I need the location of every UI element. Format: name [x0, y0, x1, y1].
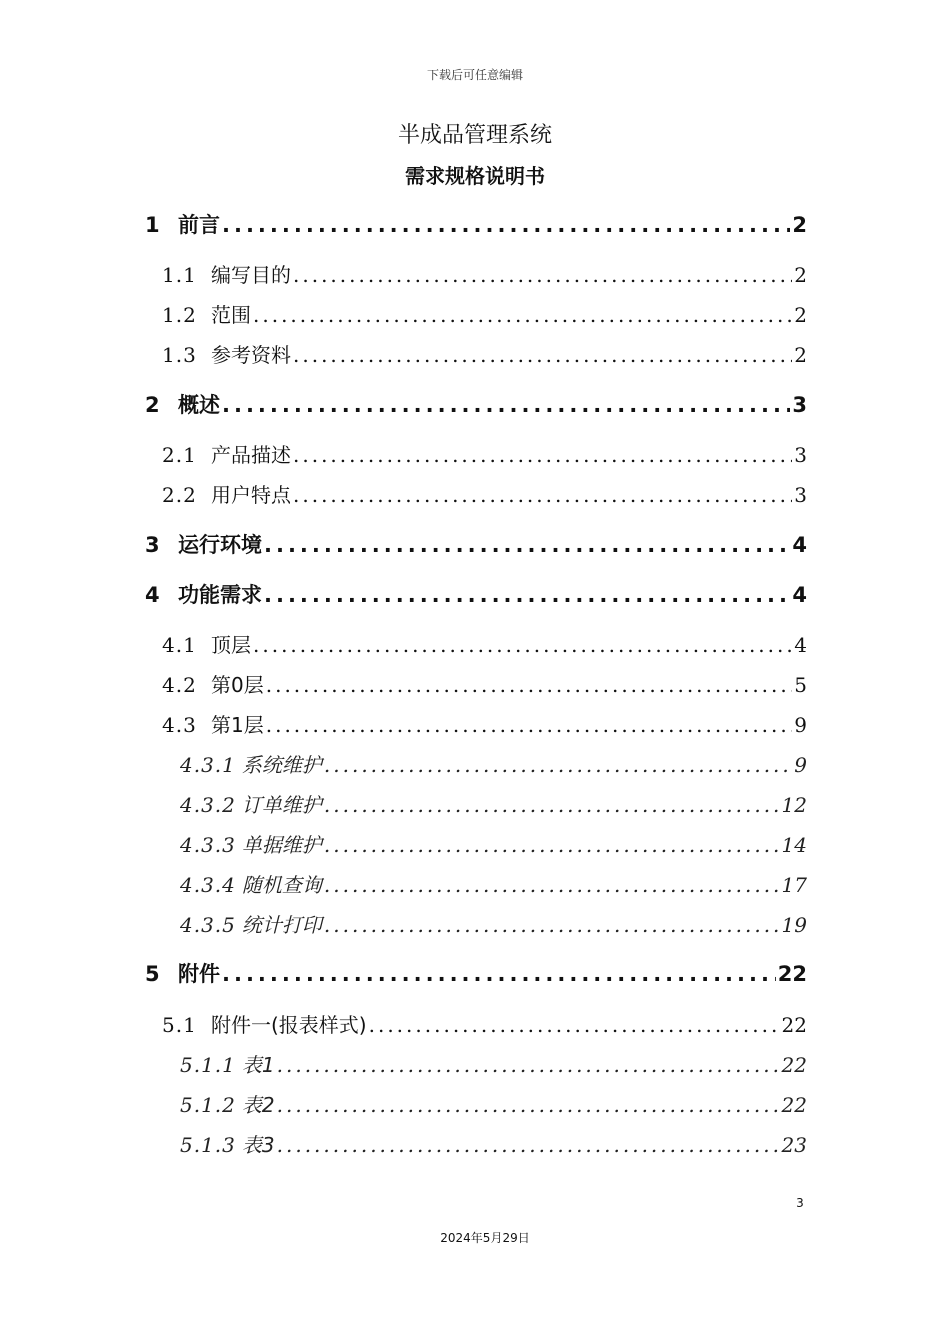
toc-dot-leader — [369, 1013, 780, 1037]
toc-entry-label: 随机查询 — [241, 873, 322, 897]
toc-entry-page: 4 — [792, 583, 807, 607]
toc-dot-leader — [293, 443, 792, 467]
toc-entry[interactable] — [145, 529, 807, 559]
toc-dot-leader — [293, 263, 792, 287]
toc-entry-number: 4.2 — [162, 673, 197, 697]
toc-entry-number: 1.1 — [162, 263, 197, 287]
toc-entry-page: 22 — [781, 1053, 807, 1077]
toc-entry-label: 表1 — [241, 1053, 275, 1077]
toc-dot-leader — [293, 483, 792, 507]
toc-entry-number: 1.2 — [162, 303, 197, 327]
toc-entry[interactable] — [162, 479, 807, 508]
toc-entry-page: 3 — [794, 483, 807, 507]
document-subtitle: 需求规格说明书 — [405, 164, 545, 188]
toc-entry-page: 9 — [794, 753, 807, 777]
toc-entry-label: 概述 — [178, 393, 220, 417]
toc-entry-label: 编写目的 — [211, 263, 291, 287]
toc-entry[interactable] — [162, 1009, 807, 1038]
toc-entry[interactable] — [180, 1129, 807, 1158]
toc-entry-number: 3 — [145, 533, 160, 557]
toc-entry-number: 1 — [145, 213, 160, 237]
toc-dot-leader — [222, 213, 790, 237]
toc-entry-number: 4.1 — [162, 633, 197, 657]
toc-dot-leader — [324, 833, 780, 857]
toc-entry[interactable] — [162, 629, 807, 658]
toc-entry-label: 第0层 — [211, 673, 264, 697]
toc-entry-label: 表2 — [241, 1093, 275, 1117]
toc-entry-number: 4.3 — [162, 713, 197, 737]
toc-entry[interactable] — [180, 1049, 807, 1078]
toc-dot-leader — [264, 583, 790, 607]
toc-entry[interactable] — [162, 339, 807, 368]
header-note: 下载后可任意编辑 — [426, 68, 523, 82]
toc-dot-leader — [253, 633, 792, 657]
toc-entry[interactable] — [180, 909, 807, 938]
toc-dot-leader — [324, 753, 792, 777]
toc-entry-label: 表3 — [241, 1133, 275, 1157]
toc-entry-label: 附件一(报表样式) — [211, 1013, 367, 1037]
toc-entry[interactable] — [162, 669, 807, 698]
toc-entry-label: 功能需求 — [178, 583, 262, 607]
toc-dot-leader — [222, 962, 776, 986]
toc-entry[interactable] — [162, 299, 807, 328]
toc-entry-label: 订单维护 — [241, 793, 322, 817]
toc-entry-number: 4 — [145, 583, 160, 607]
toc-entry[interactable] — [180, 749, 807, 778]
toc-entry-page: 2 — [792, 213, 807, 237]
toc-entry-number: 5.1.1 — [180, 1053, 236, 1077]
toc-entry-label: 第1层 — [211, 713, 264, 737]
toc-dot-leader — [324, 793, 780, 817]
toc-entry[interactable] — [162, 259, 807, 288]
toc-entry-label: 运行环境 — [178, 533, 262, 557]
toc-entry[interactable] — [145, 389, 807, 419]
toc-entry[interactable] — [162, 709, 807, 738]
toc-dot-leader — [277, 1053, 780, 1077]
toc-entry-label: 单据维护 — [241, 833, 322, 857]
toc-entry[interactable] — [145, 209, 807, 239]
toc-dot-leader — [277, 1133, 780, 1157]
toc-entry[interactable] — [180, 1089, 807, 1118]
toc-entry-page: 4 — [794, 633, 807, 657]
toc-entry-label: 范围 — [211, 303, 251, 327]
page-number: 3 — [796, 1196, 804, 1210]
toc-entry-page: 2 — [794, 343, 807, 367]
toc-entry-page: 23 — [781, 1133, 807, 1157]
toc-entry-number: 5.1.2 — [180, 1093, 236, 1117]
toc-entry-number: 4.3.5 — [180, 913, 236, 937]
toc-entry-page: 22 — [777, 962, 807, 986]
toc-entry[interactable] — [180, 829, 807, 858]
toc-entry-label: 统计打印 — [241, 913, 322, 937]
toc-dot-leader — [324, 873, 780, 897]
document-title: 半成品管理系统 — [397, 123, 552, 148]
toc-entry-number: 4.3.4 — [180, 873, 236, 897]
toc-dot-leader — [324, 913, 780, 937]
toc-entry[interactable] — [145, 958, 807, 988]
toc-dot-leader — [253, 303, 792, 327]
toc-entry-label: 附件 — [178, 962, 220, 986]
toc-dot-leader — [266, 673, 793, 697]
toc-entry[interactable] — [162, 439, 807, 468]
toc-entry-page: 12 — [781, 793, 807, 817]
toc-entry-label: 产品描述 — [211, 443, 291, 467]
toc-entry-number: 2 — [145, 393, 160, 417]
toc-entry-page: 19 — [781, 913, 807, 937]
toc-entry-number: 5.1 — [162, 1013, 197, 1037]
toc-entry-page: 22 — [781, 1013, 807, 1037]
toc-entry-number: 5.1.3 — [180, 1133, 236, 1157]
toc-entry-number: 5 — [145, 962, 160, 986]
toc-entry-number: 4.3.3 — [180, 833, 236, 857]
toc-entry-page: 4 — [792, 533, 807, 557]
toc-entry-number: 4.3.1 — [180, 753, 236, 777]
toc-entry-number: 2.2 — [162, 483, 197, 507]
toc-entry-label: 前言 — [178, 213, 220, 237]
toc-dot-leader — [277, 1093, 780, 1117]
toc-entry-page: 17 — [781, 873, 807, 897]
toc-entry-number: 2.1 — [162, 443, 197, 467]
toc-entry-page: 14 — [781, 833, 807, 857]
toc-dot-leader — [222, 393, 790, 417]
toc-entry-number: 1.3 — [162, 343, 197, 367]
footer-date: 2024年5月29日 — [440, 1231, 530, 1245]
toc-entry-page: 5 — [794, 673, 807, 697]
toc-entry-label: 用户特点 — [211, 483, 291, 507]
toc-dot-leader — [264, 533, 790, 557]
toc-entry[interactable] — [145, 579, 807, 609]
toc-entry-page: 9 — [794, 713, 807, 737]
toc-entry-page: 2 — [794, 263, 807, 287]
toc-entry[interactable] — [180, 789, 807, 818]
toc-entry-page: 3 — [794, 443, 807, 467]
toc-entry-label: 系统维护 — [241, 753, 322, 777]
toc-entry-label: 顶层 — [211, 633, 251, 657]
toc-entry-page: 3 — [792, 393, 807, 417]
toc-entry-label: 参考资料 — [211, 343, 291, 367]
toc-dot-leader — [266, 713, 793, 737]
toc-entry-page: 2 — [794, 303, 807, 327]
toc-entry-number: 4.3.2 — [180, 793, 236, 817]
toc-dot-leader — [293, 343, 792, 367]
toc-entry-page: 22 — [781, 1093, 807, 1117]
toc-entry[interactable] — [180, 869, 807, 898]
